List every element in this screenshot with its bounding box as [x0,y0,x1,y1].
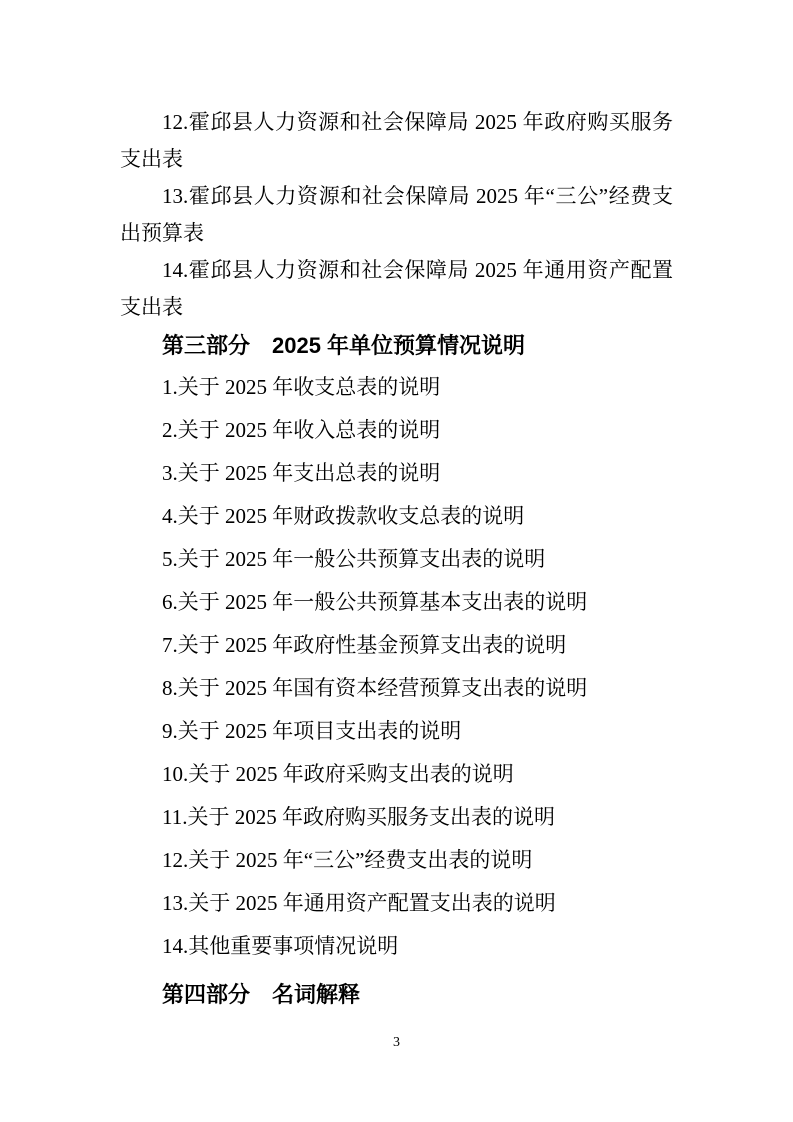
toc-item-4: 4.关于 2025 年财政拨款收支总表的说明 [162,504,525,528]
toc-item-5: 5.关于 2025 年一般公共预算支出表的说明 [162,547,546,571]
toc-item-1: 1.关于 2025 年收支总表的说明 [162,375,441,399]
toc-item-9: 9.关于 2025 年项目支出表的说明 [162,719,462,743]
toc-item-2: 2.关于 2025 年收入总表的说明 [162,418,441,442]
part3-heading: 第三部分 2025 年单位预算情况说明 [162,333,526,358]
toc-item-12: 12.关于 2025 年“三公”经费支出表的说明 [162,848,533,872]
toc-item-3: 3.关于 2025 年支出总表的说明 [162,461,441,485]
toc-item-13: 13.关于 2025 年通用资产配置支出表的说明 [162,891,556,915]
page-number: 3 [393,1035,400,1050]
toc-item-10: 10.关于 2025 年政府采购支出表的说明 [162,762,514,786]
part4-heading: 第四部分 名词解释 [162,982,361,1007]
toc-item-14: 14.其他重要事项情况说明 [162,934,399,958]
toc-item-7: 7.关于 2025 年政府性基金预算支出表的说明 [162,633,567,657]
toc-continuation-item-14: 14.霍邱县人力资源和社会保障局 2025 年通用资产配置支出表 [120,258,673,319]
toc-item-6: 6.关于 2025 年一般公共预算基本支出表的说明 [162,590,588,614]
toc-item-11: 11.关于 2025 年政府购买服务支出表的说明 [162,805,555,829]
toc-continuation-item-13: 13.霍邱县人力资源和社会保障局 2025 年“三公”经费支出预算表 [120,184,673,245]
toc-continuation-item-12: 12.霍邱县人力资源和社会保障局 2025 年政府购买服务支出表 [120,110,673,171]
toc-item-8: 8.关于 2025 年国有资本经营预算支出表的说明 [162,676,588,700]
